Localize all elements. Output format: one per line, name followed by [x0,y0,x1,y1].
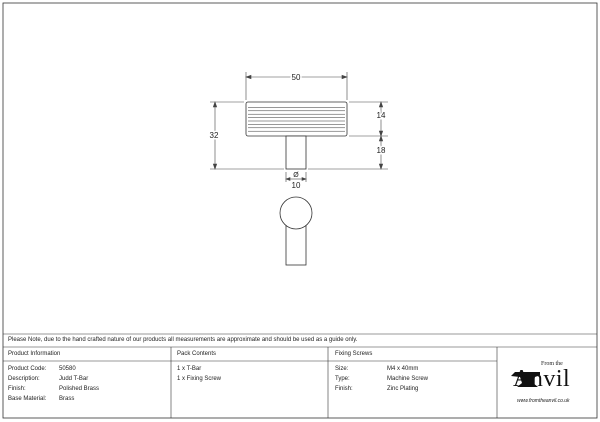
screw-type-label: Type: [335,376,350,382]
finish-value: Polished Brass [59,386,100,392]
screw-size-value: M4 x 40mm [387,366,419,372]
logo-url: www.fromtheanvil.co.uk [517,398,570,404]
tbar-stem [286,136,306,169]
fixing-screws-header: Fixing Screws [335,351,373,357]
pack-item: 1 x Fixing Screw [177,376,222,382]
width-dimension-label: 50 [291,73,301,82]
brand-logo [503,357,595,415]
product-code-value: 50580 [59,366,76,372]
disclaimer-note: Please Note, due to the hand crafted nature of our products all measurements are approximate and should be used as a guide only. [8,337,358,343]
height-dimension-label: 32 [209,131,219,140]
stem-height-label: 18 [376,146,386,155]
base-material-label: Base Material: [8,396,47,402]
title-block [3,334,597,418]
diameter-symbol: Ø [293,172,299,179]
base-material-value: Brass [59,396,75,402]
diameter-label: 10 [291,181,301,190]
screw-type-value: Machine Screw [387,376,429,382]
finish-label: Finish: [8,386,26,392]
description-label: Description: [8,376,40,382]
description-value: Judd T-Bar [59,376,89,382]
tbar-head [246,102,347,136]
pack-item: 1 x T-Bar [177,366,202,372]
tbar-front-view [246,102,347,169]
screw-size-label: Size: [335,366,349,372]
screw-finish-label: Finish: [335,386,353,392]
tbar-side-view [280,197,312,265]
head-height-label: 14 [376,111,386,120]
product-code-label: Product Code: [8,366,47,372]
logo-tagline: From the [541,361,563,367]
screw-finish-value: Zinc Plating [387,386,419,392]
product-information-header: Product Information [8,351,61,357]
pack-contents-header: Pack Contents [177,351,217,357]
logo-name: Anvil [513,366,571,392]
